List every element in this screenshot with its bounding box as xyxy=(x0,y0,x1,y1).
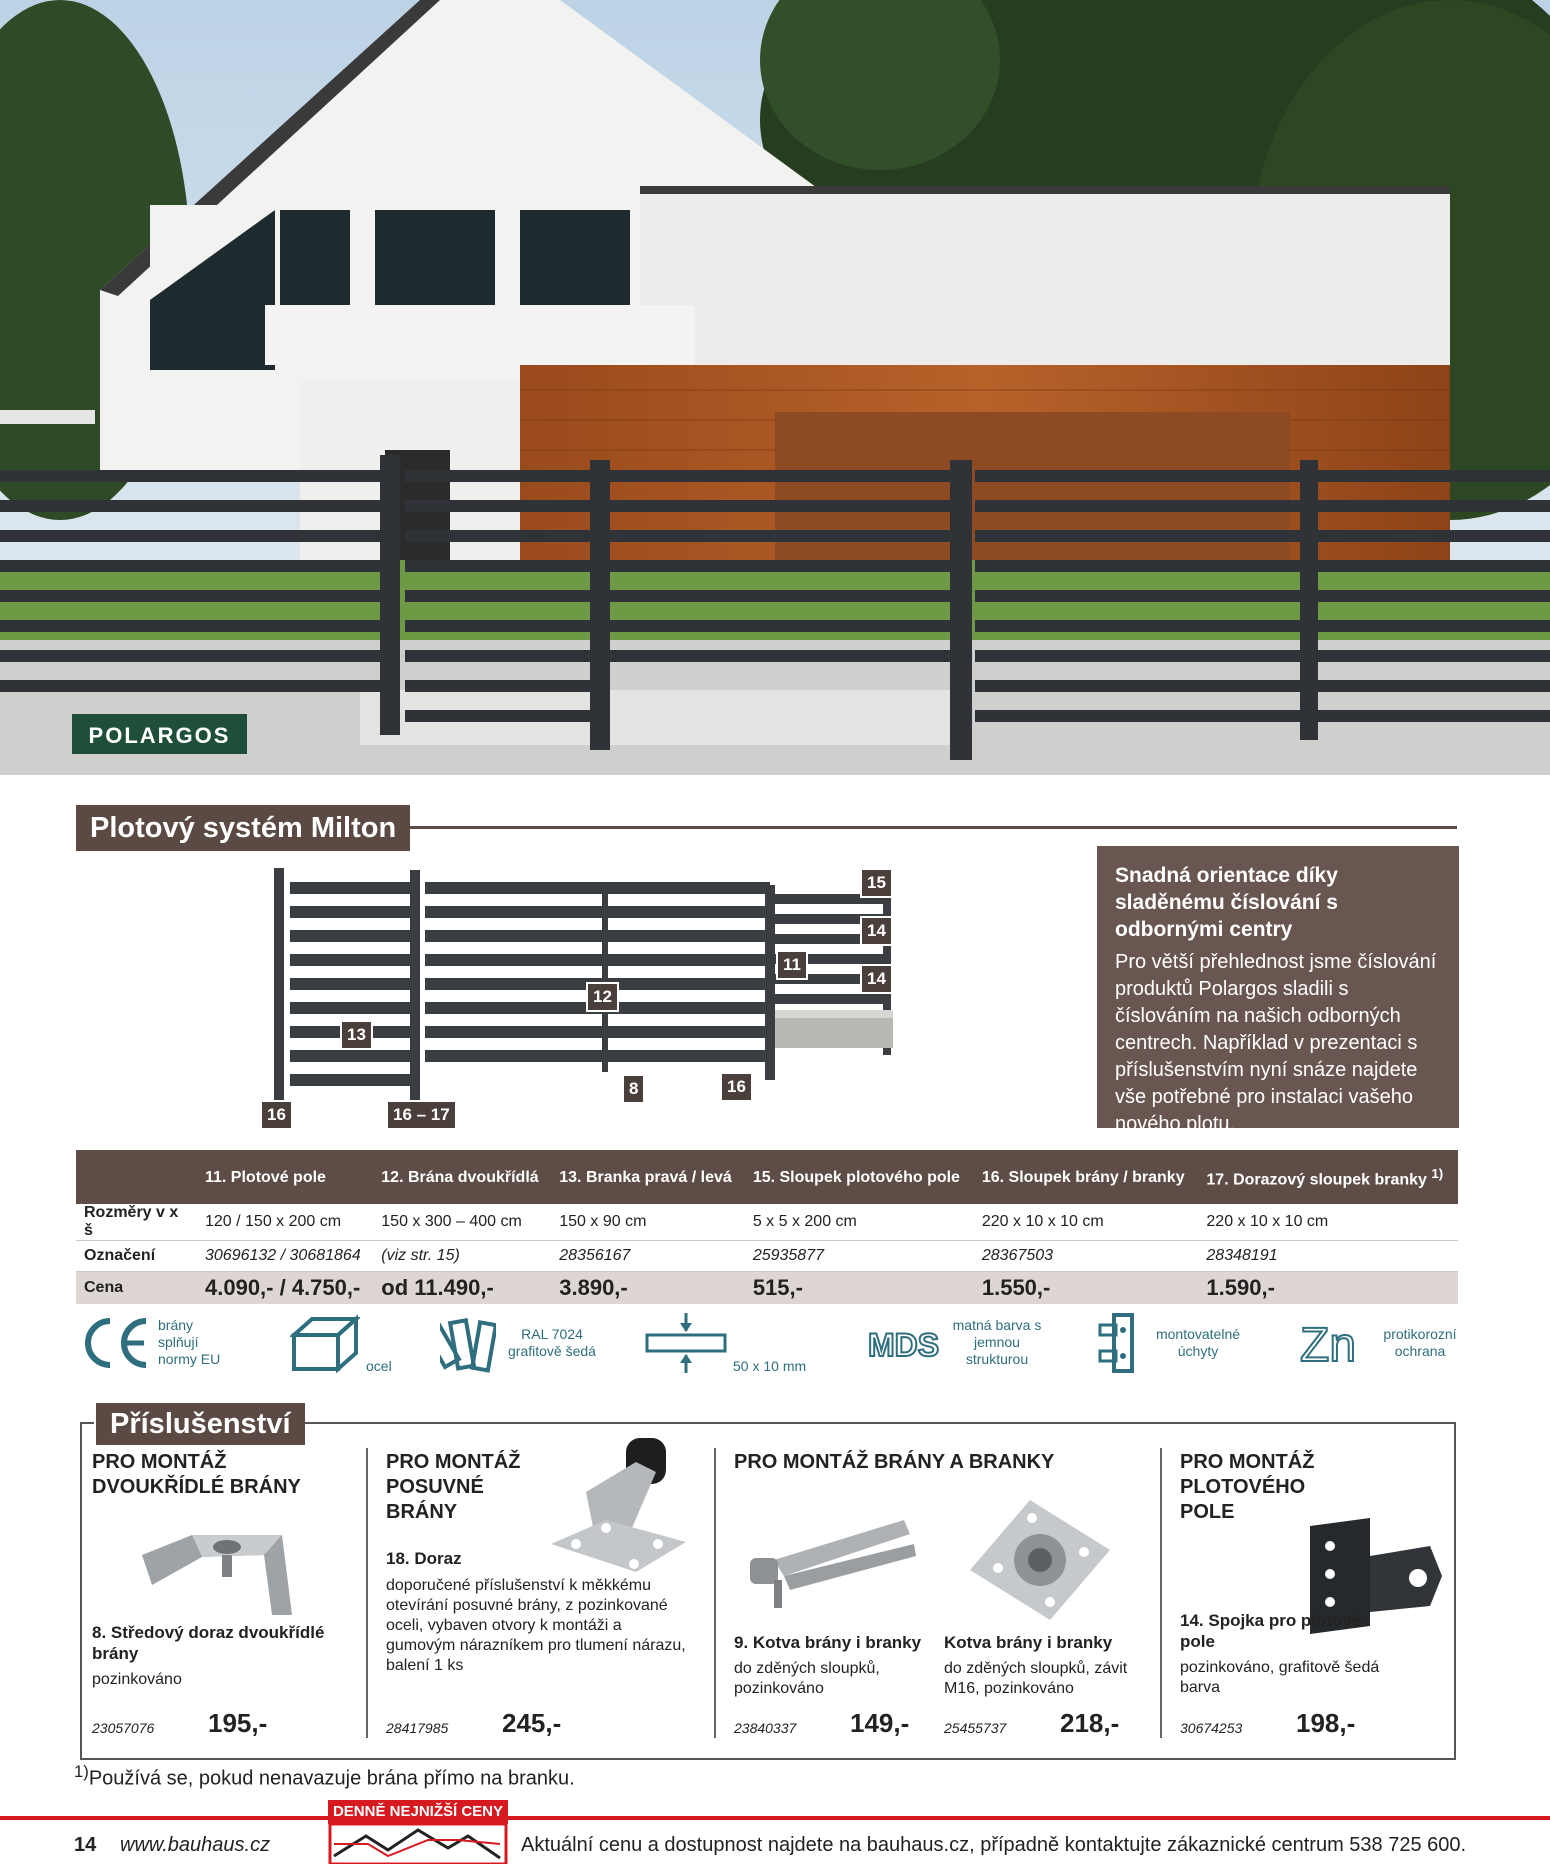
bracket-icon xyxy=(1098,1313,1142,1373)
frame-top-right xyxy=(300,1422,1456,1424)
accessory-group xyxy=(92,1450,354,1750)
price: 218,- xyxy=(1060,1708,1120,1738)
footer-text: Aktuální cenu a dostupnost najdete na bauhaus.cz, případně kontaktujte zákaznické centrum 538 725 600. xyxy=(521,1834,1467,1856)
diagram-label-16-17: 16 – 17 xyxy=(386,1100,457,1130)
product xyxy=(1180,1610,1380,1698)
gate-anchor-plate-image xyxy=(960,1490,1120,1630)
product-name: 18. Doraz xyxy=(386,1549,462,1568)
feature-text: brány splňují normy EU xyxy=(158,1317,221,1367)
row-label: Označení xyxy=(76,1241,197,1272)
feature-text: protikorozní ochrana xyxy=(1383,1325,1457,1359)
info-body: Pro větší přehlednost jsme číslování produktů Polargos sladili s číslováním na našich odborných centrech. Například v prezentaci s příslušenstvím nyní snáze najdete vše potřebné pro instalaci vašeho nového plotu. xyxy=(1115,951,1437,1135)
accessory-group xyxy=(386,1450,702,1750)
diagram-label-16a: 16 xyxy=(720,1072,753,1102)
table-cell: 30696132 / 30681864 xyxy=(197,1241,373,1272)
product-desc: pozinkováno, grafitově šedá barva xyxy=(1180,1659,1380,1696)
feature-zn xyxy=(1300,1310,1460,1375)
product xyxy=(734,1632,934,1699)
product-desc: do zděných sloupků, pozinkováno xyxy=(734,1660,880,1697)
feature-mds xyxy=(866,1310,1056,1375)
table-row xyxy=(76,1204,1458,1241)
product-name: 14. Spojka pro plotové pole xyxy=(1180,1611,1362,1651)
diagram-label-8: 8 xyxy=(622,1074,645,1104)
hero-image xyxy=(0,0,1550,775)
group-heading: PRO MONTÁŽ POSUVNÉ BRÁNY xyxy=(386,1451,521,1523)
table-cell: 150 x 90 cm xyxy=(551,1204,745,1241)
fence-diagram xyxy=(260,860,900,1140)
feature-bracket xyxy=(1098,1310,1278,1375)
feature-text: montovatelné úchyty xyxy=(1155,1325,1241,1359)
table-cell: 150 x 300 – 400 cm xyxy=(373,1204,551,1241)
column-divider xyxy=(1160,1448,1162,1738)
col-header: 15. Sloupek plotového pole xyxy=(745,1150,974,1204)
footnote-ref: 1) xyxy=(1431,1166,1444,1182)
product xyxy=(92,1622,352,1690)
page-number: 14 xyxy=(74,1834,97,1856)
table-cell: 220 x 10 x 10 cm xyxy=(1198,1204,1458,1241)
product-desc: doporučené příslušenství k měkkému otevírání posuvné brány, z pozinkované oceli, vybaven otvory k montáži a gumovým nárazníkem pro tlumení nárazu, balení 1 ks xyxy=(386,1577,686,1674)
gate-stop-image xyxy=(546,1432,696,1582)
table-cell: 25935877 xyxy=(745,1241,974,1272)
row-label: Cena xyxy=(76,1272,197,1305)
gate-anchor-image xyxy=(744,1510,924,1620)
product-name: 8. Středový doraz dvoukřídlé brány xyxy=(92,1623,325,1663)
col-header-label: 17. Dorazový sloupek branky xyxy=(1206,1171,1427,1189)
table-header-row xyxy=(76,1150,1458,1204)
feature-ce xyxy=(76,1310,246,1375)
article-number: 28417985 xyxy=(386,1720,449,1736)
feature-text: ocel xyxy=(366,1358,392,1374)
price-cell: od 11.490,- xyxy=(373,1272,551,1305)
website-link[interactable]: www.bauhaus.cz xyxy=(120,1834,271,1856)
svg-text:MDS: MDS xyxy=(868,1326,940,1363)
price: 149,- xyxy=(850,1708,910,1738)
polargos-logo: POLARGOS xyxy=(72,714,247,754)
accessory-group xyxy=(1180,1450,1450,1750)
price: 245,- xyxy=(502,1708,562,1738)
footnote-text: Používá se, pokud nenavazuje brána přímo na branku. xyxy=(88,1767,575,1790)
column-divider xyxy=(366,1448,368,1738)
group-heading: PRO MONTÁŽ PLOTOVÉHO POLE xyxy=(1180,1451,1315,1523)
price: 198,- xyxy=(1296,1708,1356,1738)
footnote-marker: 1) xyxy=(74,1762,89,1781)
table-corner xyxy=(76,1150,197,1204)
diagram-label-12: 12 xyxy=(586,982,619,1012)
article-number: 30674253 xyxy=(1180,1720,1243,1736)
center-stop-image xyxy=(132,1515,302,1620)
accessories-title: Příslušenství xyxy=(96,1403,305,1445)
article-number: 23057076 xyxy=(92,1720,155,1736)
product xyxy=(944,1632,1149,1699)
accessory-group xyxy=(734,1450,1152,1750)
table-row xyxy=(76,1241,1458,1272)
diagram-label-15: 15 xyxy=(860,868,893,898)
steel-profile-icon xyxy=(290,1313,360,1373)
col-header: 12. Brána dvoukřídlá xyxy=(373,1150,551,1204)
zn-icon xyxy=(1300,1318,1374,1368)
feature-text: 50 x 10 mm xyxy=(733,1358,807,1374)
badge-label: DENNĚ NEJNIŽŠÍ CENY xyxy=(332,1803,504,1820)
price-cell: 4.090,- / 4.750,- xyxy=(197,1272,373,1305)
table-cell: 120 / 150 x 200 cm xyxy=(197,1204,373,1241)
feature-profile xyxy=(645,1310,815,1375)
feature-color xyxy=(440,1310,610,1375)
price-cell: 515,- xyxy=(745,1272,974,1305)
footer-accent-line xyxy=(0,1816,1550,1820)
diagram-label-13: 13 xyxy=(340,1020,373,1050)
price-cell: 3.890,- xyxy=(551,1272,745,1305)
product-name: Kotva brány i branky xyxy=(944,1633,1113,1652)
feature-text: RAL 7024 grafitově šedá xyxy=(508,1325,596,1359)
table-cell: 220 x 10 x 10 cm xyxy=(974,1204,1199,1241)
article-number: 25455737 xyxy=(944,1720,1007,1736)
table-cell: 28348191 xyxy=(1198,1241,1458,1272)
col-header: 16. Sloupek brány / branky xyxy=(974,1150,1199,1204)
fence-diagram-drawing xyxy=(260,860,900,1140)
color-fan-icon xyxy=(440,1313,496,1373)
group-heading: PRO MONTÁŽ BRÁNY A BRANKY xyxy=(734,1451,1055,1473)
row-label: Rozměry v x š xyxy=(76,1204,197,1241)
frame-top-left xyxy=(80,1422,94,1424)
mds-logo-icon xyxy=(866,1323,946,1363)
info-heading: Snadná orientace díky sladěnému číslování s odbornými centry xyxy=(1115,864,1338,941)
price-cell: 1.590,- xyxy=(1198,1272,1458,1305)
diagram-label-11: 11 xyxy=(776,950,808,980)
price: 195,- xyxy=(208,1708,268,1738)
product-desc: do zděných sloupků, závit M16, pozinkováno xyxy=(944,1660,1128,1697)
product-desc: pozinkováno xyxy=(92,1671,182,1688)
info-box xyxy=(1097,846,1459,1135)
svg-text:Zn: Zn xyxy=(1300,1318,1357,1368)
table-cell: 28367503 xyxy=(974,1241,1199,1272)
table-cell: 28356167 xyxy=(551,1241,745,1272)
ce-mark-icon xyxy=(76,1313,152,1373)
table-cell: (viz str. 15) xyxy=(373,1241,551,1272)
col-header xyxy=(1198,1150,1458,1204)
table-row xyxy=(76,1272,1458,1305)
diagram-label-14b: 14 xyxy=(860,964,893,994)
footnote xyxy=(74,1762,575,1791)
lowest-price-badge xyxy=(328,1800,508,1864)
col-header: 11. Plotové pole xyxy=(197,1150,373,1204)
product-name: 9. Kotva brány i branky xyxy=(734,1633,922,1652)
section-rule xyxy=(405,826,1457,829)
group-heading: PRO MONTÁŽ DVOUKŘÍDLÉ BRÁNY xyxy=(92,1451,301,1498)
col-header: 13. Branka pravá / levá xyxy=(551,1150,745,1204)
feature-steel xyxy=(290,1310,400,1375)
table-cell: 5 x 5 x 200 cm xyxy=(745,1204,974,1241)
diagram-label-16b: 16 xyxy=(260,1100,293,1130)
article-number: 23840337 xyxy=(734,1720,797,1736)
diagram-label-14a: 14 xyxy=(860,916,893,946)
price-cell: 1.550,- xyxy=(974,1272,1199,1305)
profile-dimension-icon xyxy=(645,1313,727,1373)
feature-text: matná barva s jemnou strukturou xyxy=(952,1317,1042,1367)
section-title: Plotový systém Milton xyxy=(76,805,410,851)
spec-table xyxy=(76,1150,1458,1304)
column-divider xyxy=(714,1448,716,1738)
